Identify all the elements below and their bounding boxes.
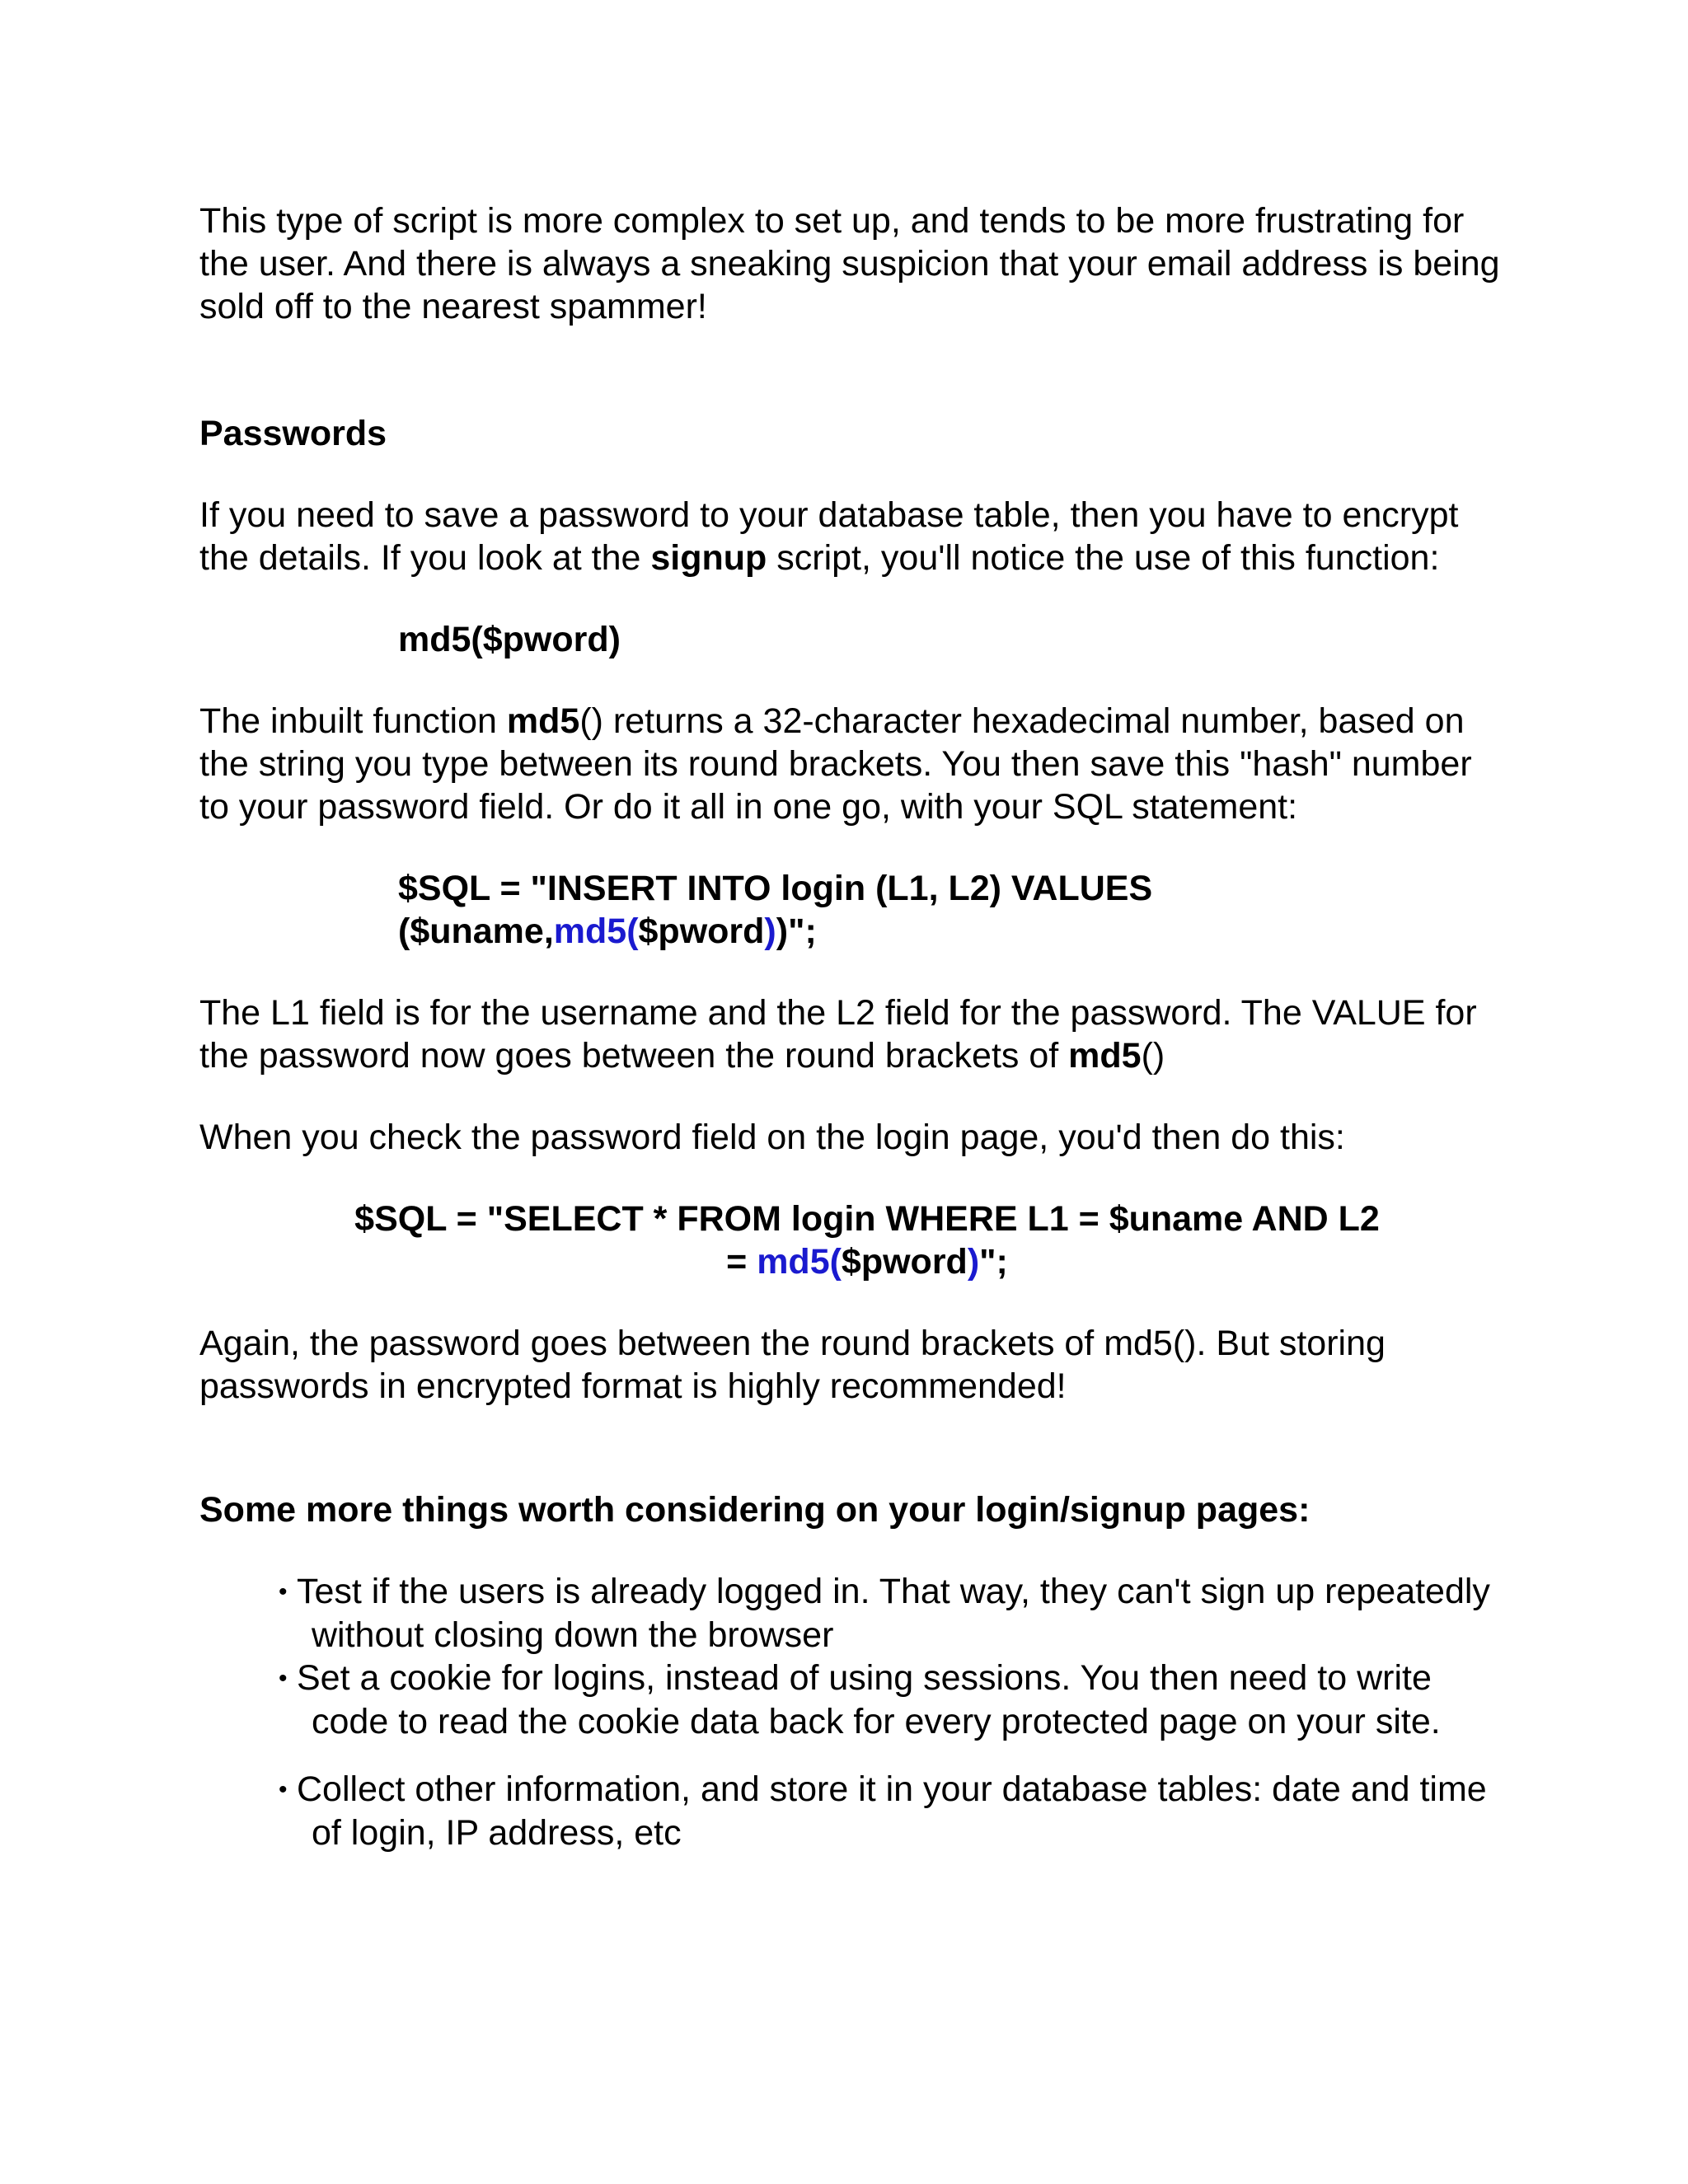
code-line	[232, 1240, 1502, 1283]
list-item	[279, 1657, 1502, 1743]
considerations-list	[199, 1570, 1502, 1854]
paragraph-check: When you check the password field on the login page, you'd then do this:	[199, 1118, 1345, 1157]
list-item-text: Test if the users is already logged in. That way, they can't sign up repeatedly without closing down the browser	[297, 1572, 1490, 1655]
list-item-text: Collect other information, and store it in your database tables: date and time of login, IP address, etc	[297, 1769, 1487, 1853]
more-heading: Some more things worth considering on your login/signup pages:	[199, 1490, 1311, 1530]
code-text: $pword	[841, 1242, 968, 1282]
passwords-heading: Passwords	[199, 414, 387, 453]
code-highlight: md5(	[553, 912, 639, 951]
list-item	[279, 1570, 1502, 1657]
bullet-icon: •	[279, 1578, 288, 1605]
text: ()	[1141, 1036, 1165, 1076]
code-text: ";	[979, 1242, 1008, 1282]
code-text: $pword	[638, 912, 765, 951]
code-line: $SQL = "SELECT * FROM login WHERE L1 = $uname AND L2	[354, 1199, 1380, 1239]
bullet-icon: •	[279, 1665, 288, 1692]
code-text: )";	[776, 912, 817, 951]
md5-keyword: md5	[506, 701, 580, 741]
code-text: ($uname,	[398, 912, 554, 951]
code-highlight: )	[967, 1242, 980, 1282]
code-insert	[199, 867, 1502, 953]
code-highlight: md5(	[757, 1242, 842, 1282]
code-highlight: )	[764, 912, 776, 951]
text: The L1 field is for the username and the L2 field for the password. The VALUE for the password now goes between the round brackets of	[199, 993, 1477, 1076]
code-line	[398, 910, 1502, 953]
text: The inbuilt function	[199, 701, 507, 741]
paragraph-again: Again, the password goes between the round brackets of md5(). But storing passwords in encrypted format is highly recommended!	[199, 1324, 1386, 1406]
md5-keyword: md5	[1068, 1036, 1142, 1076]
list-item	[279, 1768, 1502, 1854]
text: script, you'll notice the use of this function:	[767, 538, 1440, 578]
text: If you need to save a password to your database table, then you have to encrypt the details. If you look at the	[199, 495, 1459, 578]
document-page	[199, 199, 1502, 1854]
paragraph-encrypt	[199, 494, 1502, 579]
intro-paragraph: This type of script is more complex to set up, and tends to be more frustrating for the user. And there is always a sneaking suspicion that your email address is being sold off to the nearest spammer!	[199, 201, 1500, 326]
code-md5: md5($pword)	[398, 620, 621, 659]
code-line: $SQL = "INSERT INTO login (L1, L2) VALUES	[398, 869, 1153, 908]
code-select	[199, 1197, 1502, 1283]
paragraph-fields	[199, 991, 1502, 1077]
paragraph-md5	[199, 700, 1502, 828]
list-item-text: Set a cookie for logins, instead of using sessions. You then need to write code to read the cookie data back for every protected page on your site.	[297, 1658, 1441, 1741]
code-text: =	[726, 1242, 757, 1282]
signup-keyword: signup	[650, 538, 767, 578]
text: () returns a 32-character hexadecimal number, based on the string you type between its round brackets. You then save this "hash" number to your password field. Or do it all in one go, with your SQL statement:	[199, 701, 1472, 827]
bullet-icon: •	[279, 1776, 288, 1803]
